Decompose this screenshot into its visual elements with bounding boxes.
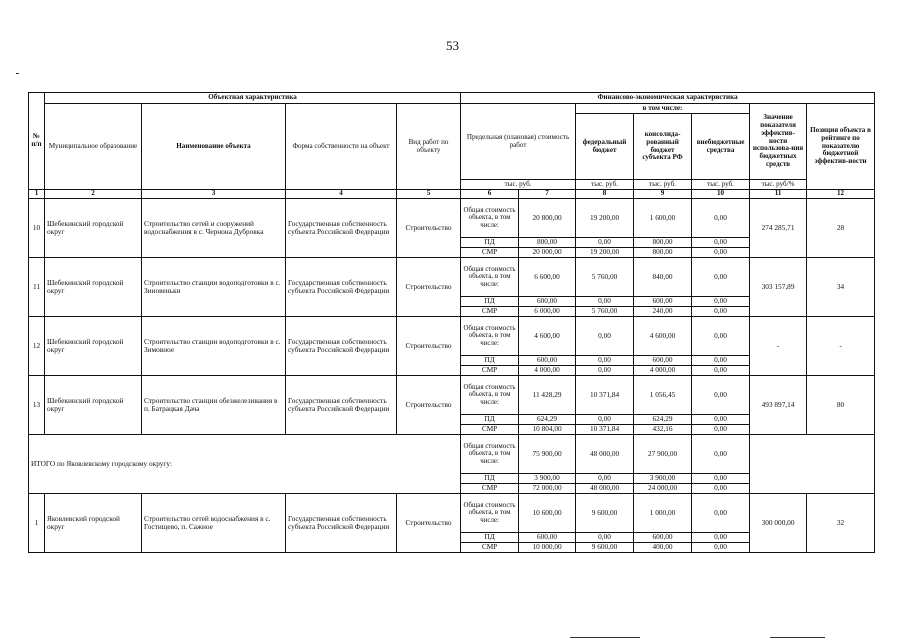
smr-value-cell: 0,00 — [692, 543, 750, 553]
municipality-cell: Яковлевский городской округ — [45, 494, 142, 553]
header-object-name: Наименование объекта — [142, 104, 286, 190]
total-value-cell: 0,00 — [692, 199, 750, 238]
smr-value-cell: 0,00 — [692, 366, 750, 376]
itogo-label: ИТОГО по Яковлевскому городскому округу: — [29, 435, 461, 494]
rating-cell: 34 — [807, 258, 875, 317]
smr-value-cell: 9 600,00 — [576, 543, 634, 553]
smr-value-cell: 0,00 — [692, 307, 750, 317]
unit-indicator: тыс. руб/% — [750, 180, 807, 190]
row-number: 10 — [29, 199, 45, 258]
smr-label: СМР — [461, 307, 519, 317]
total-value-cell: 48 000,00 — [576, 435, 634, 474]
pd-value-cell: 800,00 — [634, 238, 692, 248]
header-extrabudget: внебюджетные средства — [692, 114, 750, 180]
column-number: 8 — [576, 190, 634, 199]
pd-value-cell: 0,00 — [692, 297, 750, 307]
total-value-cell: 0,00 — [692, 435, 750, 474]
indicator-cell: 493 897,14 — [750, 376, 807, 435]
document-table-wrapper — [28, 92, 874, 553]
pd-label: ПД — [461, 474, 519, 484]
work-type-cell: Строительство — [397, 376, 461, 435]
total-value-cell: 4 600,00 — [519, 317, 576, 356]
pd-value-cell: 3 900,00 — [634, 474, 692, 484]
column-number: 9 — [634, 190, 692, 199]
total-value-cell: 75 900,00 — [519, 435, 576, 474]
indicator-cell: - — [750, 317, 807, 376]
smr-value-cell: 5 760,00 — [576, 307, 634, 317]
smr-value-cell: 0,00 — [692, 484, 750, 494]
total-value-cell: 20 800,00 — [519, 199, 576, 238]
pd-value-cell: 800,00 — [519, 238, 576, 248]
row-number: 13 — [29, 376, 45, 435]
total-cost-label: Общая стоимость объекта, в том числе: — [461, 258, 519, 297]
scan-line — [570, 637, 640, 638]
column-number: 11 — [750, 190, 807, 199]
column-number: 3 — [142, 190, 286, 199]
total-value-cell: 0,00 — [692, 258, 750, 297]
smr-value-cell: 10 000,00 — [519, 543, 576, 553]
financial-table — [28, 92, 875, 553]
table-row — [29, 494, 875, 533]
total-value-cell: 0,00 — [692, 376, 750, 415]
indicator-cell: 274 285,71 — [750, 199, 807, 258]
header-object-group: Объектная характеристика — [45, 93, 461, 104]
table-row — [29, 199, 875, 238]
header-federal: федеральный бюджет — [576, 114, 634, 180]
object-name-cell: Строительство станции водоподготовки в с. Зимовное — [142, 317, 286, 376]
total-value-cell: 6 600,00 — [519, 258, 576, 297]
column-number: 12 — [807, 190, 875, 199]
pd-value-cell: 0,00 — [576, 533, 634, 543]
pd-value-cell: 0,00 — [692, 474, 750, 484]
page-number: 53 — [446, 38, 459, 53]
total-value-cell: 11 428,29 — [519, 376, 576, 415]
object-name-cell: Строительство сетей и сооружений водоснабжения в с. Чернона Дубровка — [142, 199, 286, 258]
smr-value-cell: 800,00 — [634, 248, 692, 258]
smr-value-cell: 72 000,00 — [519, 484, 576, 494]
unit-cost: тыс. руб. — [461, 180, 576, 190]
smr-value-cell: 6 000,00 — [519, 307, 576, 317]
row-number: 1 — [29, 494, 45, 553]
total-value-cell: 5 760,00 — [576, 258, 634, 297]
table-body — [29, 199, 875, 553]
row-number: 12 — [29, 317, 45, 376]
object-name-cell: Строительство станции водоподготовки в с. Зиновеньки — [142, 258, 286, 317]
object-name-cell: Строительство станции обезжелезивания в п. Батрацкая Дача — [142, 376, 286, 435]
header-finance-group: Финансово-экономическая характеристика — [461, 93, 875, 104]
total-value-cell: 10 600,00 — [519, 494, 576, 533]
total-value-cell: 0,00 — [576, 317, 634, 356]
pd-value-cell: 0,00 — [692, 356, 750, 366]
total-value-cell: 1 600,00 — [634, 199, 692, 238]
smr-value-cell: 20 000,00 — [519, 248, 576, 258]
ownership-cell: Государственная собственность субъекта Российской Федерации — [286, 494, 397, 553]
column-number: 4 — [286, 190, 397, 199]
column-number: 10 — [692, 190, 750, 199]
header-num: № п/п — [29, 93, 45, 190]
header-cost: Предельная (плановая) стоимость работ — [461, 104, 576, 180]
pd-label: ПД — [461, 533, 519, 543]
column-number: 7 — [519, 190, 576, 199]
column-number: 5 — [397, 190, 461, 199]
smr-value-cell: 240,00 — [634, 307, 692, 317]
work-type-cell: Строительство — [397, 317, 461, 376]
smr-value-cell: 10 804,00 — [519, 425, 576, 435]
header-indicator: Значение показателя эффектив-ности использова-ния бюджетных средств — [750, 104, 807, 180]
total-value-cell: 0,00 — [692, 317, 750, 356]
pd-value-cell: 0,00 — [576, 474, 634, 484]
header-consolidated: консолида-рованный бюджет субъекта РФ — [634, 114, 692, 180]
header-rating: Позиция объекта в рейтинге по показателю бюджетной эффектив-ности — [807, 104, 875, 190]
pd-value-cell: 0,00 — [692, 533, 750, 543]
column-number: 2 — [45, 190, 142, 199]
scan-line — [770, 637, 825, 638]
total-value-cell: 1 000,00 — [634, 494, 692, 533]
work-type-cell: Строительство — [397, 199, 461, 258]
work-type-cell: Строительство — [397, 258, 461, 317]
work-type-cell: Строительство — [397, 494, 461, 553]
smr-label: СМР — [461, 484, 519, 494]
header-ownership: Форма собственности на объект — [286, 104, 397, 190]
object-name-cell: Строительство сетей водоснабжения в с. Гостищево, п. Сажное — [142, 494, 286, 553]
municipality-cell: Шебекинский городской округ — [45, 258, 142, 317]
table-row — [29, 317, 875, 356]
smr-label: СМР — [461, 543, 519, 553]
pd-value-cell: 0,00 — [692, 238, 750, 248]
total-value-cell: 4 600,00 — [634, 317, 692, 356]
pd-label: ПД — [461, 415, 519, 425]
itogo-row — [29, 435, 875, 474]
unit-consolidated: тыс. руб. — [634, 180, 692, 190]
total-value-cell: 0,00 — [692, 494, 750, 533]
total-value-cell: 19 200,00 — [576, 199, 634, 238]
total-cost-label: Общая стоимость объекта, в том числе: — [461, 317, 519, 356]
header-work-type: Вид работ по объекту — [397, 104, 461, 190]
ownership-cell: Государственная собственность субъекта Российской Федерации — [286, 199, 397, 258]
total-cost-label: Общая стоимость объекта, в том числе: — [461, 199, 519, 238]
pd-value-cell: 624,29 — [519, 415, 576, 425]
smr-value-cell: 48 000,00 — [576, 484, 634, 494]
smr-value-cell: 10 371,84 — [576, 425, 634, 435]
pd-value-cell: 600,00 — [634, 356, 692, 366]
unit-federal: тыс. руб. — [576, 180, 634, 190]
indicator-cell: 303 157,89 — [750, 258, 807, 317]
pd-value-cell: 0,00 — [692, 415, 750, 425]
ownership-cell: Государственная собственность субъекта Российской Федерации — [286, 376, 397, 435]
total-value-cell: 1 056,45 — [634, 376, 692, 415]
smr-value-cell: 0,00 — [576, 366, 634, 376]
total-cost-label: Общая стоимость объекта, в том числе: — [461, 435, 519, 474]
pd-value-cell: 0,00 — [576, 238, 634, 248]
pd-value-cell: 0,00 — [576, 297, 634, 307]
pd-value-cell: 0,00 — [576, 356, 634, 366]
header-municipality: Муниципальное образование — [45, 104, 142, 190]
pd-value-cell: 600,00 — [519, 297, 576, 307]
header-including: в том числе: — [576, 104, 750, 114]
total-value-cell: 840,00 — [634, 258, 692, 297]
smr-value-cell: 0,00 — [692, 425, 750, 435]
pd-value-cell: 600,00 — [634, 533, 692, 543]
ownership-cell: Государственная собственность субъекта Российской Федерации — [286, 258, 397, 317]
empty-cell — [750, 435, 875, 494]
unit-extrabudget: тыс. руб. — [692, 180, 750, 190]
smr-label: СМР — [461, 366, 519, 376]
pd-value-cell: 0,00 — [576, 415, 634, 425]
smr-label: СМР — [461, 425, 519, 435]
pd-label: ПД — [461, 297, 519, 307]
smr-value-cell: 432,16 — [634, 425, 692, 435]
rating-cell: - — [807, 317, 875, 376]
smr-label: СМР — [461, 248, 519, 258]
municipality-cell: Шебекинский городской округ — [45, 317, 142, 376]
total-cost-label: Общая стоимость объекта, в том числе: — [461, 494, 519, 533]
municipality-cell: Шебекинский городской округ — [45, 199, 142, 258]
indicator-cell: 300 000,00 — [750, 494, 807, 553]
total-value-cell: 27 900,00 — [634, 435, 692, 474]
table-row — [29, 258, 875, 297]
column-number: 6 — [461, 190, 519, 199]
pd-label: ПД — [461, 238, 519, 248]
ownership-cell: Государственная собственность субъекта Российской Федерации — [286, 317, 397, 376]
smr-value-cell: 4 000,00 — [519, 366, 576, 376]
pd-value-cell: 600,00 — [519, 533, 576, 543]
smr-value-cell: 400,00 — [634, 543, 692, 553]
rating-cell: 80 — [807, 376, 875, 435]
pd-value-cell: 600,00 — [519, 356, 576, 366]
smr-value-cell: 24 000,00 — [634, 484, 692, 494]
smr-value-cell: 19 200,00 — [576, 248, 634, 258]
total-cost-label: Общая стоимость объекта, в том числе: — [461, 376, 519, 415]
table-row — [29, 376, 875, 415]
pd-value-cell: 3 900,00 — [519, 474, 576, 484]
scan-mark — [16, 73, 19, 74]
pd-value-cell: 600,00 — [634, 297, 692, 307]
rating-cell: 32 — [807, 494, 875, 553]
column-number: 1 — [29, 190, 45, 199]
row-number: 11 — [29, 258, 45, 317]
rating-cell: 28 — [807, 199, 875, 258]
total-value-cell: 10 371,84 — [576, 376, 634, 415]
municipality-cell: Шебекинский городской округ — [45, 376, 142, 435]
pd-value-cell: 624,29 — [634, 415, 692, 425]
total-value-cell: 9 600,00 — [576, 494, 634, 533]
smr-value-cell: 4 000,00 — [634, 366, 692, 376]
pd-label: ПД — [461, 356, 519, 366]
smr-value-cell: 0,00 — [692, 248, 750, 258]
